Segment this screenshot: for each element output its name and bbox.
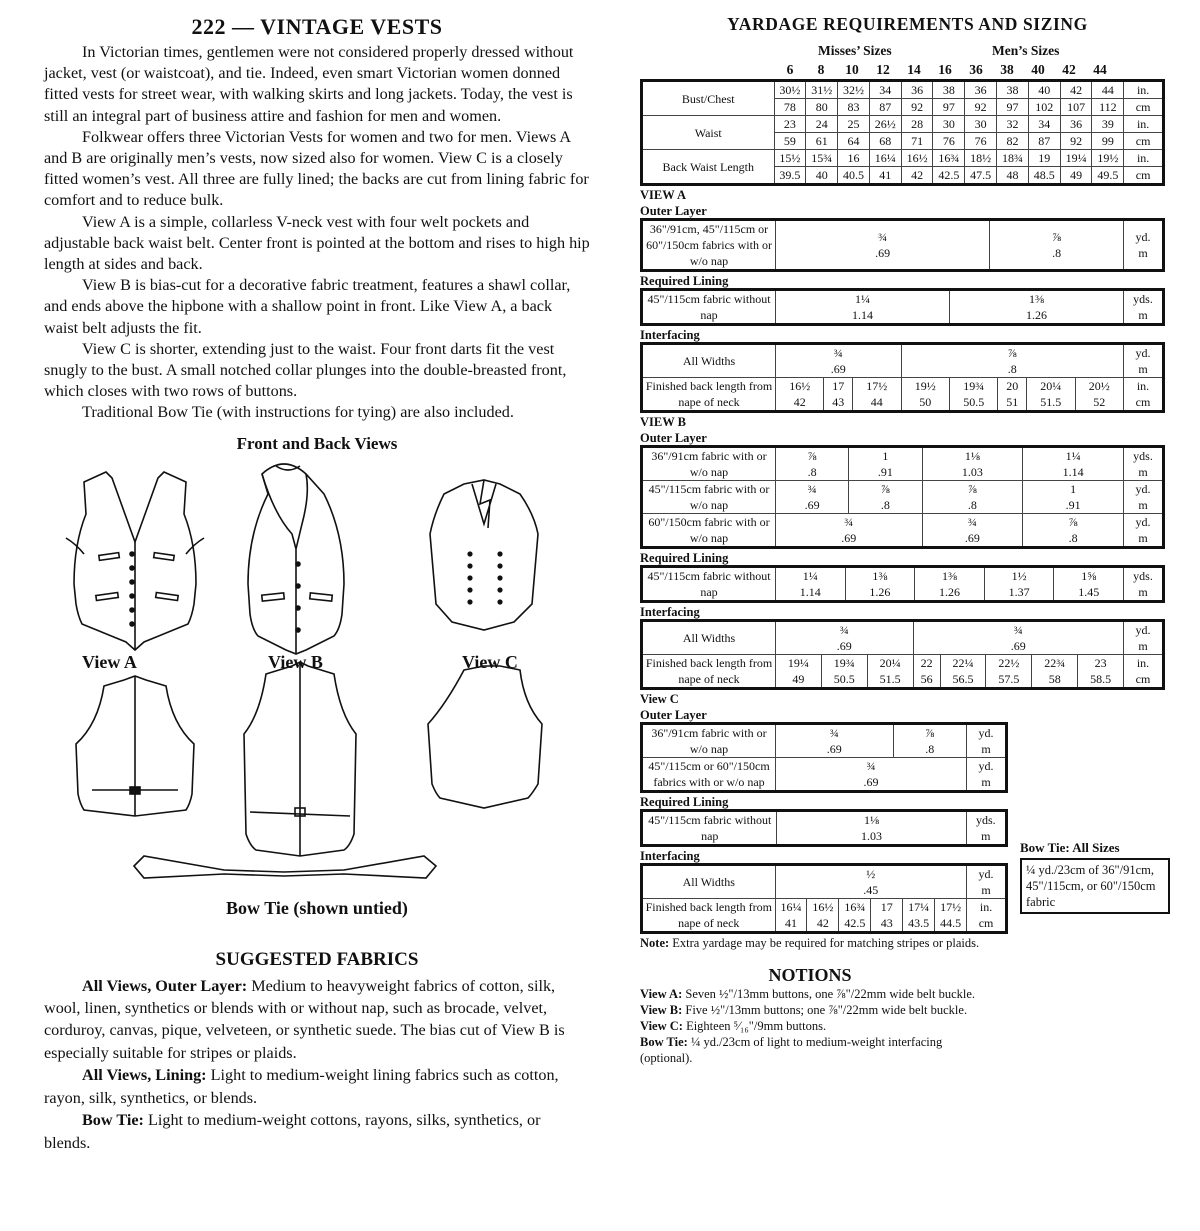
table-row: [642, 290, 1164, 325]
bow-tie-label: Bow Tie (shown untied): [226, 897, 408, 918]
table-cell: 17 43: [871, 899, 903, 933]
table-cell: 30: [933, 116, 965, 133]
table-row: [642, 447, 1164, 481]
mens-sizes-label: Men’s Sizes: [992, 43, 1060, 58]
table-row: [642, 655, 1164, 689]
table-cell: 1⅜ 1.26: [950, 290, 1124, 325]
size-number: 12: [876, 62, 890, 77]
table-cell: 71: [901, 133, 933, 150]
suggested-fabrics: [44, 949, 590, 1154]
left-page: [44, 14, 590, 1154]
table-cell: 17½ 44.5: [935, 899, 967, 933]
table-cell: 76: [933, 133, 965, 150]
view-c-front-illustration: [430, 480, 538, 630]
unit-cell: in. cm: [967, 899, 1007, 933]
interfacing-label: Interfacing: [640, 328, 700, 342]
size-number: 8: [817, 62, 825, 77]
table-cell: ¾ .69: [776, 514, 923, 548]
table-cell: 19¾ 50.5: [821, 655, 867, 689]
view-b-label: VIEW B: [640, 415, 686, 429]
table-row: [642, 81, 1164, 99]
table-row: [642, 567, 1164, 602]
table-cell: ¾ .69: [776, 344, 902, 378]
size-number: 14: [907, 62, 921, 77]
unit-cell: yd. m: [967, 758, 1007, 792]
yardage-title: YARDAGE REQUIREMENTS AND SIZING: [727, 14, 1088, 34]
table-cell: 42: [901, 167, 933, 185]
bow-tie-yardage: [1020, 840, 1170, 914]
table-cell: 47.5: [965, 167, 997, 185]
table-cell: 36: [1060, 116, 1092, 133]
table-cell: 48.5: [1028, 167, 1060, 185]
size-number: 44: [1093, 62, 1107, 77]
size-number: 16: [938, 62, 952, 77]
unit-cell: in.: [1124, 150, 1164, 167]
notion-item: View A: Seven ½"/13mm buttons, one ⅞"/22mm wide belt buckle.: [640, 987, 976, 1001]
table-cell: 102: [1028, 99, 1060, 116]
table-cell: 18¾: [997, 150, 1029, 167]
table-cell: 19¾ 50.5: [949, 378, 997, 412]
unit-cell: yd. m: [967, 724, 1007, 758]
unit-cell: yd. m: [1124, 344, 1164, 378]
table-cell: ⅞ .8: [893, 724, 966, 758]
size-number: 6: [786, 62, 794, 77]
view-b-outer-table: [640, 445, 1165, 549]
table-cell: 16: [838, 150, 870, 167]
table-cell: 42.5: [933, 167, 965, 185]
table-cell: 1 .91: [1023, 481, 1124, 514]
table-cell: 31½: [806, 81, 838, 99]
unit-cell: yds. m: [966, 811, 1006, 846]
table-cell: 22¼ 56.5: [940, 655, 986, 689]
table-row: [642, 758, 1007, 792]
table-cell: 78: [774, 99, 806, 116]
size-number: 10: [845, 62, 859, 77]
table-cell: 16¾ 42.5: [839, 899, 871, 933]
table-cell: 25: [838, 116, 870, 133]
notions-list: [640, 986, 1175, 1066]
table-row: [642, 811, 1007, 846]
table-row: [642, 220, 1164, 271]
table-cell: 19½ 50: [901, 378, 949, 412]
table-cell: ⅞ .8: [990, 220, 1124, 271]
table-cell: 23: [774, 116, 806, 133]
view-b-back-illustration: [244, 662, 356, 856]
view-a-back-illustration: [76, 676, 194, 816]
table-cell: 36: [901, 81, 933, 99]
table-cell: ⅞ .8: [776, 447, 849, 481]
table-cell: 36: [965, 81, 997, 99]
table-cell: 28: [901, 116, 933, 133]
view-b-lining-table: [640, 565, 1165, 603]
table-cell: 22½ 57.5: [986, 655, 1032, 689]
view-c-label: View C: [640, 692, 679, 706]
table-cell: 18½: [965, 150, 997, 167]
unit-cell: in.: [1124, 81, 1164, 99]
table-cell: 1⅛ 1.03: [922, 447, 1023, 481]
fabric-label: All Widths: [642, 865, 776, 899]
fabric-label: 60"/150cm fabric with or w/o nap: [642, 514, 776, 548]
unit-cell: yd. m: [1124, 514, 1164, 548]
table-cell: 44: [1092, 81, 1124, 99]
unit-cell: cm: [1124, 167, 1164, 185]
fabric-label: 45"/115cm fabric without nap: [642, 567, 776, 602]
table-cell: 20 51: [998, 378, 1027, 412]
size-header: [640, 43, 1175, 79]
table-cell: 1⅜ 1.26: [915, 567, 985, 602]
table-cell: 16½ 42: [776, 378, 824, 412]
table-cell: 1⅜ 1.26: [845, 567, 915, 602]
unit-cell: yd. m: [1124, 220, 1164, 271]
intro-paragraph: View C is shorter, extending just to the waist. Four front darts fit the vest snugly to the bust. A small notched collar plunges into the double-breasted front, which closes with two rows of buttons.: [44, 339, 567, 401]
table-row: [642, 378, 1164, 412]
outer-layer-label: Outer Layer: [640, 204, 707, 218]
notions-title: NOTIONS: [768, 965, 852, 985]
table-cell: 38: [997, 81, 1029, 99]
table-cell: 16¾: [933, 150, 965, 167]
view-a-interfacing-table: [640, 342, 1165, 413]
measurement-label: Waist: [642, 116, 775, 150]
table-cell: 40.5: [838, 167, 870, 185]
table-cell: 92: [965, 99, 997, 116]
table-cell: 38: [933, 81, 965, 99]
fabric-label: 36"/91cm, 45"/115cm or 60"/150cm fabrics with or w/o nap: [642, 220, 776, 271]
measurement-table: [640, 79, 1165, 186]
size-number: 36: [969, 62, 983, 77]
page-title: 222 — VINTAGE VESTS: [191, 14, 443, 39]
view-c-lining-table: [640, 809, 1008, 847]
table-cell: 16½ 42: [807, 899, 839, 933]
table-cell: 22¾ 58: [1032, 655, 1078, 689]
table-cell: ⅞ .8: [849, 481, 922, 514]
table-row: [642, 514, 1164, 548]
table-cell: ¾ .69: [913, 621, 1123, 655]
table-cell: 1 .91: [849, 447, 922, 481]
unit-cell: in. cm: [1124, 378, 1164, 412]
bow-tie-yardage-title: Bow Tie: All Sizes: [1020, 840, 1120, 855]
table-cell: 61: [806, 133, 838, 150]
table-cell: 24: [806, 116, 838, 133]
table-cell: ¾ .69: [776, 481, 849, 514]
table-cell: 16¼ 41: [775, 899, 807, 933]
view-c-back-illustration: [428, 666, 542, 808]
bow-tie-illustration: [134, 856, 436, 878]
view-c-interfacing-table: [640, 863, 1008, 934]
table-cell: 30½: [774, 81, 806, 99]
table-cell: 32½: [838, 81, 870, 99]
table-row: [642, 150, 1164, 167]
unit-cell: yds. m: [1124, 290, 1164, 325]
table-cell: 97: [933, 99, 965, 116]
table-cell: 1½ 1.37: [984, 567, 1054, 602]
fabric-label: Finished back length from nape of neck: [642, 899, 776, 933]
table-cell: 48: [997, 167, 1029, 185]
table-cell: 1¼ 1.14: [776, 567, 846, 602]
table-cell: 83: [838, 99, 870, 116]
table-cell: 40: [806, 167, 838, 185]
table-cell: ¾ .69: [922, 514, 1023, 548]
table-cell: 26½: [869, 116, 901, 133]
front-back-title: Front and Back Views: [236, 433, 398, 453]
intro-text: [44, 42, 590, 424]
fabric-label: Finished back length from nape of neck: [642, 655, 776, 689]
required-lining-label: Required Lining: [640, 274, 729, 288]
outer-layer-label: Outer Layer: [640, 708, 707, 722]
table-cell: 41: [869, 167, 901, 185]
notion-item: Bow Tie: ¼ yd./23cm of light to medium-weight interfacing (optional).: [640, 1035, 943, 1065]
fabric-label: Finished back length from nape of neck: [642, 378, 776, 412]
table-cell: ½ .45: [775, 865, 967, 899]
table-cell: 107: [1060, 99, 1092, 116]
fabric-label: All Widths: [642, 344, 776, 378]
intro-paragraph: View A is a simple, collarless V-neck vest with four welt pockets and adjustable back waist belt. Center front is pointed at the bottom and rises to high hip length at sides and back.: [44, 212, 590, 274]
table-cell: 1⅝ 1.45: [1054, 567, 1124, 602]
table-cell: 19¼ 49: [776, 655, 822, 689]
view-c-label: View C: [462, 651, 518, 672]
table-cell: 19½: [1092, 150, 1124, 167]
table-cell: 17 43: [824, 378, 853, 412]
fabric-label: 45"/115cm fabric without nap: [642, 811, 777, 846]
table-cell: 40: [1028, 81, 1060, 99]
required-lining-label: Required Lining: [640, 551, 729, 565]
view-a-label: VIEW A: [640, 188, 686, 202]
fabric-label: 36"/91cm fabric with or w/o nap: [642, 724, 776, 758]
table-row: [642, 344, 1164, 378]
misses-sizes-label: Misses’ Sizes: [818, 43, 892, 58]
table-cell: 112: [1092, 99, 1124, 116]
table-cell: 1⅛ 1.03: [777, 811, 966, 846]
interfacing-label: Interfacing: [640, 605, 700, 619]
table-cell: ¾ .69: [776, 220, 990, 271]
table-cell: 17½ 44: [853, 378, 901, 412]
size-number: 40: [1031, 62, 1045, 77]
unit-cell: yd. m: [1124, 481, 1164, 514]
intro-paragraph: Traditional Bow Tie (with instructions for tying) are also included.: [82, 403, 514, 422]
table-row: [642, 865, 1007, 899]
right-page: [640, 14, 1175, 1066]
view-a-front-illustration: [66, 472, 204, 650]
table-cell: 15½: [774, 150, 806, 167]
size-number: 38: [1000, 62, 1014, 77]
measurement-label: Back Waist Length: [642, 150, 775, 185]
vest-illustrations: [44, 454, 590, 949]
fabric-label: 45"/115cm fabric without nap: [642, 290, 776, 325]
table-cell: 92: [1060, 133, 1092, 150]
view-c-outer-table: [640, 722, 1008, 793]
view-b-interfacing-table: [640, 619, 1165, 690]
table-cell: ⅞ .8: [901, 344, 1123, 378]
measurement-label: Bust/Chest: [642, 81, 775, 116]
table-cell: 49: [1060, 167, 1092, 185]
table-cell: 1¼ 1.14: [776, 290, 950, 325]
table-cell: 32: [997, 116, 1029, 133]
table-cell: 49.5: [1092, 167, 1124, 185]
fabric-label: 45"/115cm fabric with or w/o nap: [642, 481, 776, 514]
unit-cell: yd. m: [1124, 621, 1164, 655]
table-cell: 59: [774, 133, 806, 150]
table-row: [642, 621, 1164, 655]
fabric-label: 45"/115cm or 60"/150cm fabrics with or w/o nap: [642, 758, 776, 792]
table-cell: 22 56: [913, 655, 940, 689]
unit-cell: yds. m: [1124, 567, 1164, 602]
fabric-paragraph: All Views, Lining: Light to medium-weight lining fabrics such as cotton, rayon, silk, synthetics, or blends.: [44, 1066, 559, 1107]
view-a-label: View A: [82, 651, 137, 672]
table-cell: 20¼ 51.5: [1027, 378, 1075, 412]
view-b-label: View B: [268, 651, 323, 672]
table-cell: 64: [838, 133, 870, 150]
table-cell: 20¼ 51.5: [867, 655, 913, 689]
unit-cell: yds. m: [1124, 447, 1164, 481]
table-cell: 82: [997, 133, 1029, 150]
notion-item: View B: Five ½"/13mm buttons; one ⅞"/22mm wide belt buckle.: [640, 1003, 968, 1017]
table-cell: 20½ 52: [1075, 378, 1123, 412]
table-cell: ¾ .69: [776, 724, 894, 758]
table-cell: 19¼: [1060, 150, 1092, 167]
outer-layer-label: Outer Layer: [640, 431, 707, 445]
required-lining-label: Required Lining: [640, 795, 729, 809]
table-cell: 16½: [901, 150, 933, 167]
table-cell: 1¼ 1.14: [1023, 447, 1124, 481]
suggested-fabrics-title: SUGGESTED FABRICS: [215, 948, 419, 970]
unit-cell: cm: [1124, 99, 1164, 116]
table-cell: ⅞ .8: [922, 481, 1023, 514]
unit-cell: yd. m: [967, 865, 1007, 899]
size-number: 42: [1062, 62, 1076, 77]
view-a-outer-table: [640, 218, 1165, 272]
intro-paragraph: Folkwear offers three Victorian Vests for women and two for men. Views A and B are originally men’s vests, now sized also for women. View C is a closely fitted women’s vest. All three are fully lined; the backs are cut from lining fabric for comfort and to reduce bulk.: [44, 127, 589, 210]
yardage-note: Note: Extra yardage may be required for matching stripes or plaids.: [640, 936, 980, 950]
unit-cell: in.: [1124, 116, 1164, 133]
table-cell: 76: [965, 133, 997, 150]
table-cell: ¾ .69: [776, 758, 967, 792]
view-b-front-illustration: [248, 464, 344, 654]
bow-tie-yardage-text: ¼ yd./23cm of 36"/91cm, 45"/115cm, or 60"/150cm fabric: [1020, 858, 1170, 914]
table-cell: 68: [869, 133, 901, 150]
unit-cell: in. cm: [1124, 655, 1164, 689]
fabric-paragraph: All Views, Outer Layer: Medium to heavyweight fabrics of cotton, silk, wool, linen, synthetics or blends with or without nap, such as brocade, velvet, corduroy, canvas, pique, velveteen, or synthetic suede. The bias cut of View B is especially suitable for stripes or plaids.: [44, 976, 565, 1062]
table-row: [642, 899, 1007, 933]
table-cell: 97: [997, 99, 1029, 116]
table-cell: 34: [1028, 116, 1060, 133]
table-cell: 99: [1092, 133, 1124, 150]
table-cell: 34: [869, 81, 901, 99]
table-cell: 92: [901, 99, 933, 116]
unit-cell: cm: [1124, 133, 1164, 150]
table-cell: 42: [1060, 81, 1092, 99]
table-cell: 87: [1028, 133, 1060, 150]
intro-paragraph: View B is bias-cut for a decorative fabric treatment, features a shawl collar, and ends above the hipbone with a shallow point in front. Like View A, a back waist belt adjusts the fit.: [44, 276, 571, 337]
table-cell: 39.5: [774, 167, 806, 185]
table-cell: 30: [965, 116, 997, 133]
table-cell: 15¾: [806, 150, 838, 167]
table-cell: 80: [806, 99, 838, 116]
interfacing-label: Interfacing: [640, 849, 700, 863]
table-cell: 17¼ 43.5: [903, 899, 935, 933]
table-cell: 39: [1092, 116, 1124, 133]
fabric-label: All Widths: [642, 621, 776, 655]
fabric-label: 36"/91cm fabric with or w/o nap: [642, 447, 776, 481]
table-cell: 16¼: [869, 150, 901, 167]
table-cell: ¾ .69: [776, 621, 914, 655]
table-row: [642, 724, 1007, 758]
table-cell: 19: [1028, 150, 1060, 167]
table-cell: 87: [869, 99, 901, 116]
fabric-paragraph: Bow Tie: Light to medium-weight cottons, rayons, silks, synthetics, or blends.: [44, 1111, 541, 1152]
table-cell: 23 58.5: [1078, 655, 1124, 689]
intro-paragraph: In Victorian times, gentlemen were not considered properly dressed without jacket, vest (or waistcoat), and tie. Indeed, even smart Victorian women donned fitted vests for street wear, with walking skirts and long jackets. Today, the vest is still an integral part of business attire and fashion for men and women.: [44, 43, 574, 125]
notion-item: View C: Eighteen ⁵⁄₁₆"/9mm buttons.: [640, 1019, 827, 1033]
view-a-lining-table: [640, 288, 1165, 326]
table-row: [642, 481, 1164, 514]
table-cell: ⅞ .8: [1023, 514, 1124, 548]
table-row: [642, 116, 1164, 133]
